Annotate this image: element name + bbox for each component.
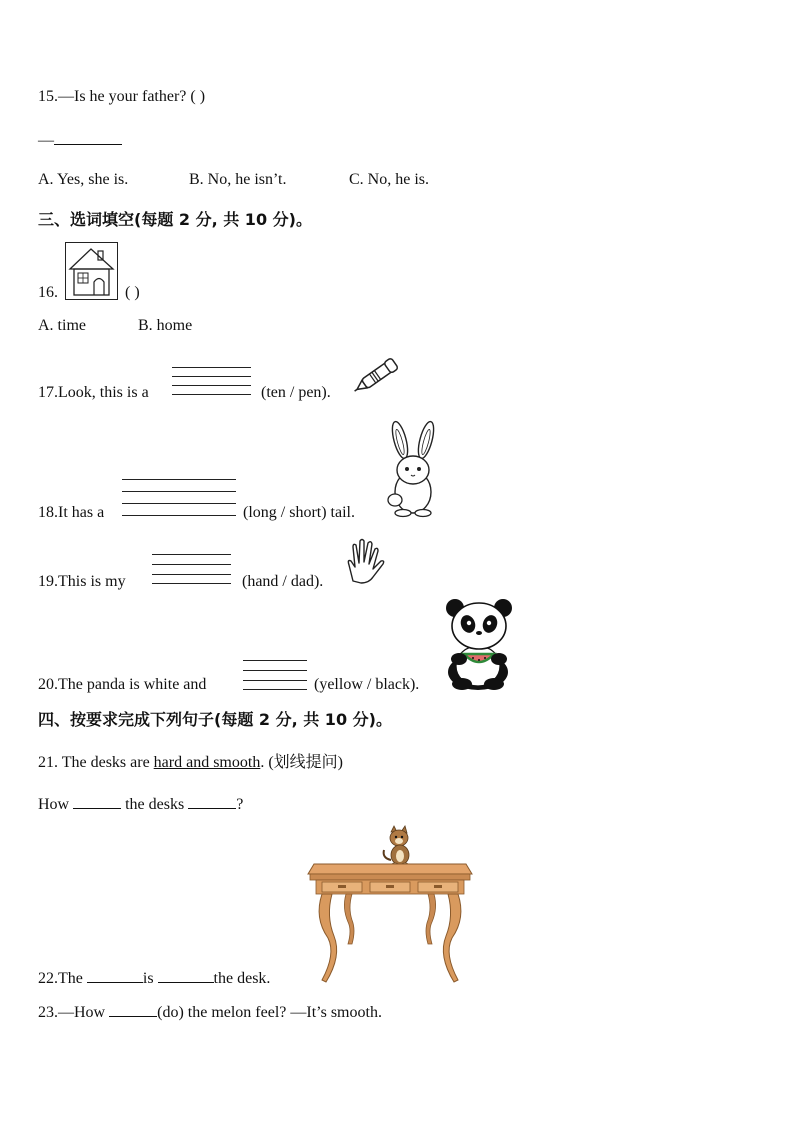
cat-icon [384,826,409,867]
q20-suffix: (yellow / black). [314,676,420,693]
q21-underlined-phrase: hard and smooth [153,754,261,771]
q21-answer-line [38,794,243,815]
q15-answer-line [38,130,122,151]
q22-b: is [142,970,154,987]
house-icon [65,242,118,300]
q18-prefix: 18.It has a [38,504,105,521]
q21-answer-b: the desks [125,796,185,813]
q15-question: 15.—Is he your father? ( ) [38,88,206,105]
q15-answer-blank[interactable] [54,130,122,145]
q21-answer-a: How [38,796,70,813]
q15-option-a: A. Yes, she is. [38,171,129,188]
q17-writing-lines[interactable] [172,367,251,395]
q16-number: 16. [38,284,58,301]
q21-answer-c: ? [236,796,244,813]
q16-paren[interactable]: ( ) [125,284,140,301]
q22-blank-1[interactable] [87,968,143,983]
hand-icon [343,537,387,585]
q22-line [38,968,270,989]
q18-suffix: (long / short) tail. [243,504,355,521]
q19-writing-lines[interactable] [152,554,231,584]
q22-blank-2[interactable] [158,968,214,983]
q22-a: 22.The [38,970,83,987]
desk-with-cat-icon [308,826,472,984]
q16-option-a: A. time [38,317,86,334]
q21-prefix: 21. The desks are [38,754,154,771]
section3-heading: 三、选词填空(每题 2 分, 共 10 分)。 [38,210,312,229]
q19-suffix: (hand / dad). [242,573,324,590]
q17-prefix: 17.Look, this is a [38,384,149,401]
section4-heading: 四、按要求完成下列句子(每题 2 分, 共 10 分)。 [38,710,392,729]
q16-option-b: B. home [138,317,193,334]
panda-icon [442,596,516,692]
q20-prefix: 20.The panda is white and [38,676,207,693]
q23-blank[interactable] [109,1002,157,1017]
pen-icon [350,355,405,397]
q21-line [38,753,343,773]
q23-b: (do) the melon feel? —It’s smooth. [157,1004,382,1021]
q15-option-c: C. No, he is. [349,171,429,188]
q21-blank-1[interactable] [73,794,121,809]
rabbit-icon [383,420,439,518]
q15-option-b: B. No, he isn’t. [189,171,287,188]
q21-suffix: . (划线提问) [260,754,343,771]
q15-answer-dash: — [38,132,54,149]
q18-writing-lines[interactable] [122,479,236,517]
q23-line [38,1002,382,1023]
q21-blank-2[interactable] [188,794,236,809]
q22-c: the desk. [213,970,271,987]
q17-suffix: (ten / pen). [261,384,331,401]
q23-a: 23.—How [38,1004,106,1021]
q20-writing-lines[interactable] [243,660,307,690]
q19-prefix: 19.This is my [38,573,126,590]
